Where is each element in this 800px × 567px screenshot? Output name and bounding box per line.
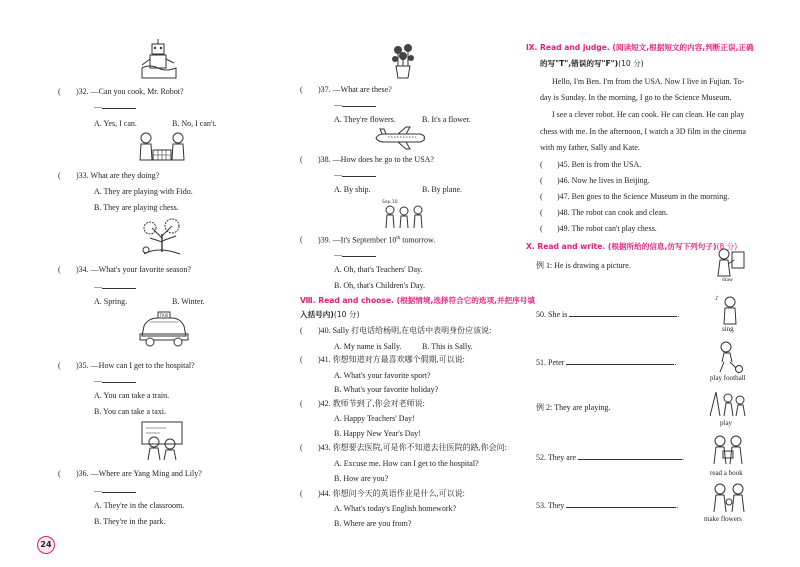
- q32-answer-line[interactable]: —: [94, 102, 136, 111]
- q35-paren[interactable]: (: [58, 361, 61, 370]
- q37-answer-line[interactable]: —: [334, 100, 376, 109]
- q47-statement: )47. Ben goes to the Science Museum in the morning.: [557, 192, 730, 201]
- q43-option-b[interactable]: B. How are you?: [334, 474, 389, 483]
- q33-question: )33. What are they doing?: [76, 171, 160, 180]
- q35-answer-line[interactable]: —: [94, 376, 136, 385]
- calendar-date-label: Sep.10: [382, 200, 398, 205]
- flowers-pot-illustration: [388, 40, 418, 80]
- q44-option-a[interactable]: A. What's today's English homework?: [334, 504, 457, 513]
- q36-answer-line[interactable]: —: [94, 486, 136, 495]
- q41-option-b[interactable]: B. What's your favorite holiday?: [334, 385, 439, 394]
- q33-paren[interactable]: (: [58, 171, 61, 180]
- q42-option-b[interactable]: B. Happy New Year's Day!: [334, 429, 421, 438]
- passage-line-5: with my father, Sally and Kate.: [540, 143, 640, 152]
- q40-question: )40. Sally 打电话给杨明,在电话中表明身份应该说:: [318, 326, 492, 335]
- q49-paren[interactable]: (: [540, 224, 543, 233]
- q46-paren[interactable]: (: [540, 176, 543, 185]
- q45-paren[interactable]: (: [540, 160, 543, 169]
- q52-answer-line[interactable]: [578, 452, 682, 460]
- section-10-heading: Ⅹ. Read and write. (根据所给的信息,仿写下列句子)(8 分): [526, 242, 738, 251]
- section-9-heading-cont: 的写"T",错误的写"F")(10 分): [540, 59, 644, 68]
- q51-answer-line[interactable]: [566, 357, 674, 365]
- passage-line-2: day is Sunday. In the morning, I go to the Science Museum.: [540, 93, 732, 102]
- q50-prompt: 50. She is .: [536, 310, 680, 319]
- q34-option-b[interactable]: B. Winter.: [172, 297, 205, 306]
- q36-paren[interactable]: (: [58, 469, 61, 478]
- q37-question: )37. —What are these?: [318, 85, 392, 94]
- q41-paren[interactable]: (: [300, 355, 303, 364]
- q38-paren[interactable]: (: [300, 155, 303, 164]
- q39-paren[interactable]: (: [300, 235, 303, 244]
- draw-illustration: [712, 246, 746, 278]
- q38-question: )38. —How does he go to the USA?: [318, 155, 434, 164]
- section-9-heading: Ⅸ. Read and judge. (阅读短文,根据短文的内容,判断正误,正确: [526, 43, 754, 52]
- q38-answer-line[interactable]: —: [334, 170, 376, 179]
- q40-option-a[interactable]: A. My name is Sally.: [334, 342, 402, 351]
- q39-option-b[interactable]: B. Oh, that's Children's Day.: [334, 281, 426, 290]
- svg-text:♪: ♪: [715, 295, 719, 302]
- q53-prompt: 53. They .: [536, 501, 679, 510]
- sing-illustration: [714, 292, 744, 326]
- children-chess-illustration: [136, 130, 188, 166]
- example-2: 例 2: They are playing.: [536, 403, 611, 412]
- read-a-book-illustration: [710, 434, 746, 466]
- q44-paren[interactable]: (: [300, 489, 303, 498]
- q39-option-a[interactable]: A. Oh, that's Teachers' Day.: [334, 265, 423, 274]
- q45-statement: )45. Ben is from the USA.: [557, 160, 642, 169]
- q42-paren[interactable]: (: [300, 399, 303, 408]
- section-8-heading-cont: 入括号内)(10 分): [300, 310, 360, 319]
- q41-option-a[interactable]: A. What's your favorite sport?: [334, 371, 431, 380]
- q32-question: )32. —Can you cook, Mr. Robot?: [76, 87, 184, 96]
- q36-question: )36. —Where are Yang Ming and Lily?: [76, 469, 202, 478]
- q43-paren[interactable]: (: [300, 443, 303, 452]
- q34-paren[interactable]: (: [58, 265, 61, 274]
- robot-cooking-illustration: [138, 38, 182, 80]
- q36-option-a[interactable]: A. They're in the classroom.: [94, 501, 185, 510]
- q43-question: )43. 你想要去医院,可是你不知道去往医院的路,你会问:: [318, 443, 507, 452]
- taxi-illustration: [136, 308, 192, 348]
- q35-option-b[interactable]: B. You can take a taxi.: [94, 407, 166, 416]
- q48-statement: )48. The robot can cook and clean.: [557, 208, 668, 217]
- make-flowers-illustration: [710, 482, 748, 514]
- q40-option-b[interactable]: B. This is Sally.: [422, 342, 473, 351]
- passage-line-3: I see a clever robot. He can cook. He can clean. He can play: [552, 110, 745, 119]
- q46-statement: )46. Now he lives in Beijing.: [557, 176, 650, 185]
- q49-statement: )49. The robot can't play chess.: [557, 224, 657, 233]
- q34-option-a[interactable]: A. Spring.: [94, 297, 128, 306]
- q37-paren[interactable]: (: [300, 85, 303, 94]
- q34-question: )34. —What's your favorite season?: [76, 265, 191, 274]
- q39-question: )39. —It's September 10th tomorrow.: [318, 235, 436, 245]
- caption-sing: sing: [722, 325, 734, 333]
- q40-paren[interactable]: (: [300, 326, 303, 335]
- q32-paren[interactable]: (: [58, 87, 61, 96]
- q44-question: )44. 你想问今天的英语作业是什么,可以说:: [318, 489, 465, 498]
- q38-option-b[interactable]: B. By plane.: [422, 185, 462, 194]
- q32-option-a[interactable]: A. Yes, I can.: [94, 119, 137, 128]
- q41-question: )41. 你想知道对方最喜欢哪个假期,可以说:: [318, 355, 465, 364]
- q37-option-b[interactable]: B. It's a flower.: [422, 115, 471, 124]
- taxi-sign-text: TAXI: [159, 313, 169, 318]
- q38-option-a[interactable]: A. By ship.: [334, 185, 371, 194]
- page-number: 24: [37, 536, 55, 554]
- play-illustration: [706, 388, 748, 418]
- q43-option-a[interactable]: A. Excuse me. How can I get to the hospital?: [334, 459, 479, 468]
- caption-read-a-book: read a book: [710, 469, 743, 477]
- q36-option-b[interactable]: B. They're in the park.: [94, 517, 166, 526]
- q33-option-a[interactable]: A. They are playing with Fido.: [94, 187, 193, 196]
- section-8-heading: Ⅷ. Read and choose. (根据情境,选择符合它的选项,并把序号填: [300, 296, 535, 305]
- q53-answer-line[interactable]: [566, 500, 676, 508]
- q39-answer-line[interactable]: —: [334, 250, 376, 259]
- q42-option-a[interactable]: A. Happy Teachers' Day!: [334, 414, 415, 423]
- caption-play-football: play football: [710, 374, 746, 382]
- q47-paren[interactable]: (: [540, 192, 543, 201]
- q34-answer-line[interactable]: —: [94, 282, 136, 291]
- q42-question: )42. 教师节到了,你会对老师说:: [318, 399, 425, 408]
- q37-option-a[interactable]: A. They're flowers.: [334, 115, 396, 124]
- q33-option-b[interactable]: B. They are playing chess.: [94, 203, 179, 212]
- play-football-illustration: [712, 340, 744, 374]
- caption-make-flowers: make flowers: [704, 515, 742, 523]
- q44-option-b[interactable]: B. Where are you from?: [334, 519, 412, 528]
- caption-draw: draw: [722, 277, 733, 283]
- caption-play: play: [720, 419, 733, 427]
- q52-prompt: 52. They are .: [536, 453, 685, 462]
- airplane-illustration: [372, 126, 428, 150]
- q51-prompt: 51. Peter .: [536, 358, 677, 367]
- example-1: 例 1: He is drawing a picture.: [536, 261, 631, 270]
- q50-answer-line[interactable]: [569, 309, 677, 317]
- passage-line-1: Hello, I'm Ben. I'm from the USA. Now I live in Fujian. To-: [552, 77, 745, 86]
- q35-question: )35. —How can I get to the hospital?: [76, 361, 195, 370]
- passage-line-4: chess with me. In the afternoon, I watch a 3D film in the cinema: [540, 127, 746, 136]
- q48-paren[interactable]: (: [540, 208, 543, 217]
- q32-option-b[interactable]: B. No, I can't.: [172, 119, 217, 128]
- classroom-illustration: [138, 418, 188, 462]
- q35-option-a[interactable]: A. You can take a train.: [94, 391, 170, 400]
- snowy-tree-illustration: [138, 216, 186, 258]
- teachers-day-illustration: [378, 196, 428, 230]
